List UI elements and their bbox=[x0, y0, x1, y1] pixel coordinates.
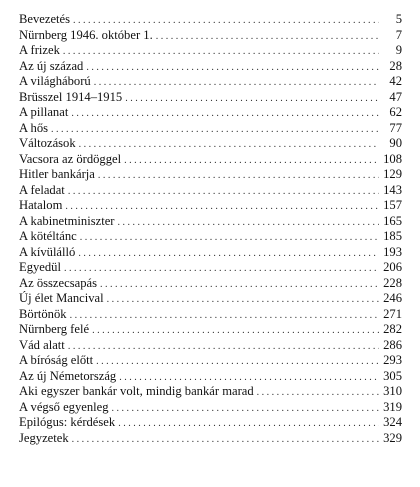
toc-entry bbox=[19, 322, 402, 338]
toc-entry-page-number: 271 bbox=[383, 306, 402, 321]
table-of-contents bbox=[19, 12, 402, 446]
toc-entry bbox=[19, 384, 402, 400]
toc-entry-page-number: 305 bbox=[383, 368, 402, 383]
toc-entry-title: Az új Németország bbox=[19, 368, 117, 383]
toc-entry bbox=[19, 307, 402, 323]
toc-entry bbox=[19, 105, 402, 121]
toc-entry bbox=[19, 90, 402, 106]
toc-entry-title: A frizek bbox=[19, 43, 60, 57]
dot-leader bbox=[107, 292, 379, 308]
toc-entry-title: Az új század bbox=[19, 58, 84, 73]
toc-entry bbox=[19, 276, 402, 292]
toc-entry-page-number: 90 bbox=[389, 136, 402, 150]
dot-leader bbox=[125, 91, 379, 107]
toc-entry bbox=[19, 245, 402, 261]
toc-entry-title: A pillanat bbox=[19, 105, 69, 119]
toc-entry bbox=[19, 12, 402, 28]
toc-entry-title: A hős bbox=[19, 120, 49, 135]
toc-entry bbox=[19, 43, 402, 59]
toc-entry bbox=[19, 415, 402, 431]
dot-leader bbox=[119, 370, 379, 386]
toc-entry-page-number: 185 bbox=[383, 229, 402, 243]
toc-entry bbox=[19, 431, 402, 447]
toc-entry-title: Epilógus: kérdések bbox=[19, 415, 116, 429]
toc-entry-page-number: 157 bbox=[383, 198, 402, 212]
toc-entry-title: A kívülálló bbox=[19, 244, 76, 259]
dot-leader bbox=[63, 44, 379, 60]
toc-entry-page-number: 324 bbox=[383, 415, 402, 429]
toc-entry-page-number: 5 bbox=[395, 12, 402, 26]
dot-leader bbox=[156, 29, 379, 45]
toc-entry-page-number: 77 bbox=[389, 120, 402, 135]
toc-entry-title: Változások bbox=[19, 136, 76, 150]
dot-leader bbox=[68, 184, 379, 200]
dot-leader bbox=[117, 215, 379, 231]
toc-entry bbox=[19, 167, 402, 183]
dot-leader bbox=[71, 106, 379, 122]
dot-leader bbox=[112, 401, 379, 417]
dot-leader bbox=[94, 75, 379, 91]
toc-entry-title: Nürnberg 1946. október 1. bbox=[19, 27, 153, 42]
toc-entry bbox=[19, 74, 402, 90]
toc-entry-title: Hatalom bbox=[19, 198, 63, 212]
toc-entry-title: Brüsszel 1914–1915 bbox=[19, 89, 123, 104]
toc-entry-page-number: 319 bbox=[383, 399, 402, 414]
toc-entry-title: Vacsora az ördöggel bbox=[19, 151, 122, 166]
toc-entry-title: Az összecsapás bbox=[19, 275, 97, 290]
dot-leader bbox=[72, 432, 379, 448]
toc-entry-page-number: 9 bbox=[395, 43, 402, 57]
toc-entry-page-number: 42 bbox=[389, 74, 402, 88]
toc-entry bbox=[19, 214, 402, 230]
toc-entry bbox=[19, 400, 402, 416]
toc-entry-title: Jegyzetek bbox=[19, 430, 69, 445]
dot-leader bbox=[86, 60, 379, 76]
toc-entry-page-number: 7 bbox=[395, 27, 402, 42]
toc-entry-page-number: 206 bbox=[383, 260, 402, 274]
toc-entry-title: Új élet Mancival bbox=[19, 291, 104, 305]
toc-entry-page-number: 282 bbox=[383, 322, 402, 336]
toc-entry-page-number: 62 bbox=[389, 105, 402, 119]
toc-entry-page-number: 246 bbox=[383, 291, 402, 305]
dot-leader bbox=[64, 261, 379, 277]
dot-leader bbox=[78, 246, 379, 262]
dot-leader bbox=[79, 137, 379, 153]
toc-entry-page-number: 286 bbox=[383, 337, 402, 352]
toc-entry bbox=[19, 121, 402, 137]
toc-entry-page-number: 47 bbox=[389, 89, 402, 104]
toc-entry-page-number: 129 bbox=[383, 167, 402, 181]
toc-entry-title: A bíróság előtt bbox=[19, 353, 94, 367]
dot-leader bbox=[51, 122, 379, 138]
dot-leader bbox=[80, 230, 379, 246]
toc-entry bbox=[19, 338, 402, 354]
toc-entry-title: Bevezetés bbox=[19, 12, 71, 26]
toc-entry-page-number: 108 bbox=[383, 151, 402, 166]
toc-entry-page-number: 310 bbox=[383, 384, 402, 398]
toc-entry bbox=[19, 229, 402, 245]
dot-leader bbox=[92, 323, 379, 339]
toc-entry-page-number: 228 bbox=[383, 275, 402, 290]
toc-entry-page-number: 329 bbox=[383, 430, 402, 445]
dot-leader bbox=[70, 308, 379, 324]
dot-leader bbox=[68, 339, 379, 355]
toc-entry-title: Vád alatt bbox=[19, 337, 65, 352]
toc-entry bbox=[19, 28, 402, 44]
toc-entry-title: Börtönök bbox=[19, 306, 67, 321]
dot-leader bbox=[118, 416, 379, 432]
toc-entry bbox=[19, 291, 402, 307]
toc-entry-title: Aki egyszer bankár volt, mindig bankár marad bbox=[19, 384, 254, 398]
dot-leader bbox=[124, 153, 379, 169]
dot-leader bbox=[73, 13, 379, 29]
toc-entry-title: A kötéltánc bbox=[19, 229, 77, 243]
toc-entry bbox=[19, 198, 402, 214]
toc-entry bbox=[19, 369, 402, 385]
toc-entry bbox=[19, 152, 402, 168]
toc-entry bbox=[19, 353, 402, 369]
toc-entry-title: Egyedül bbox=[19, 260, 61, 274]
toc-entry-title: Nürnberg felé bbox=[19, 322, 90, 336]
toc-entry-page-number: 165 bbox=[383, 213, 402, 228]
toc-entry-page-number: 143 bbox=[383, 182, 402, 197]
dot-leader bbox=[98, 168, 379, 184]
toc-entry-page-number: 193 bbox=[383, 244, 402, 259]
toc-entry-title: Hitler bankárja bbox=[19, 167, 95, 181]
toc-entry bbox=[19, 260, 402, 276]
dot-leader bbox=[100, 277, 379, 293]
dot-leader bbox=[257, 385, 379, 401]
toc-entry-page-number: 28 bbox=[389, 58, 402, 73]
toc-entry-title: A kabinetminiszter bbox=[19, 213, 115, 228]
toc-entry-page-number: 293 bbox=[383, 353, 402, 367]
toc-entry bbox=[19, 183, 402, 199]
toc-entry-title: A világháború bbox=[19, 74, 91, 88]
dot-leader bbox=[65, 199, 379, 215]
toc-entry bbox=[19, 59, 402, 75]
dot-leader bbox=[96, 354, 379, 370]
toc-entry-title: A végső egyenleg bbox=[19, 399, 109, 414]
toc-entry-title: A feladat bbox=[19, 182, 65, 197]
toc-entry bbox=[19, 136, 402, 152]
